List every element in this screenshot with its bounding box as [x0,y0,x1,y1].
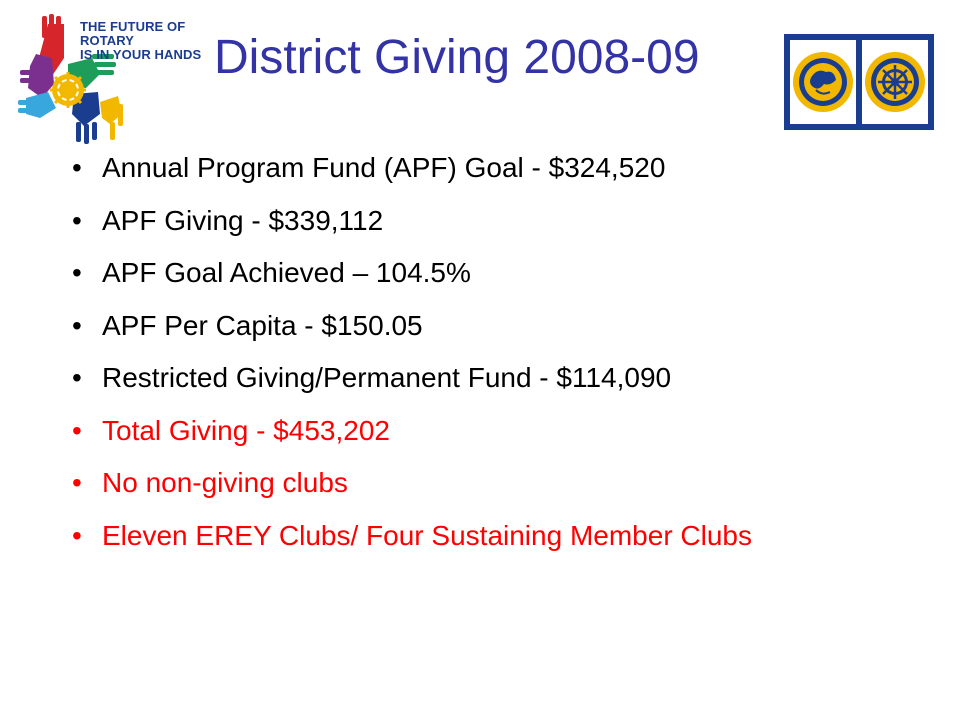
bullet-icon: • [72,257,82,288]
bullet-icon: • [72,152,82,183]
list-item-text: APF Giving - $339,112 [102,204,384,236]
bullet-icon: • [72,362,82,393]
list-item-text: APF Goal Achieved – 104.5% [102,257,471,288]
list-item-text: Restricted Giving/Permanent Fund - $114,090 [102,362,672,393]
bullet-icon: • [72,309,82,341]
list-item-text: Annual Program Fund (APF) Goal - $324,520 [102,152,666,183]
list-item [72,415,892,447]
list-item [72,310,892,342]
list-item [72,257,892,289]
bullet-icon: • [72,204,82,236]
list-item-text: No non-giving clubs [102,467,348,498]
rotary-hands-logo-icon [18,14,218,144]
list-item [72,362,892,394]
list-item-text: Eleven EREY Clubs/ Four Sustaining Member Clubs [102,519,753,551]
list-item [72,467,892,499]
logo-tagline-line2: IS IN YOUR HANDS [80,47,202,62]
bullet-icon: • [72,414,82,446]
list-item [72,152,892,184]
list-item [72,520,892,552]
list-item [72,205,892,237]
bullet-icon: • [72,519,82,551]
slide-title: District Giving 2008-09 [214,31,700,84]
logo-tagline [80,20,220,62]
giving-summary-list [72,152,892,572]
list-item-text: APF Per Capita - $150.05 [102,309,423,341]
bullet-icon: • [72,467,82,498]
logo-tagline-line1: THE FUTURE OF ROTARY [80,19,186,48]
list-item-text: Total Giving - $453,202 [102,414,390,446]
rotary-foundation-emblem-icon [784,34,934,130]
